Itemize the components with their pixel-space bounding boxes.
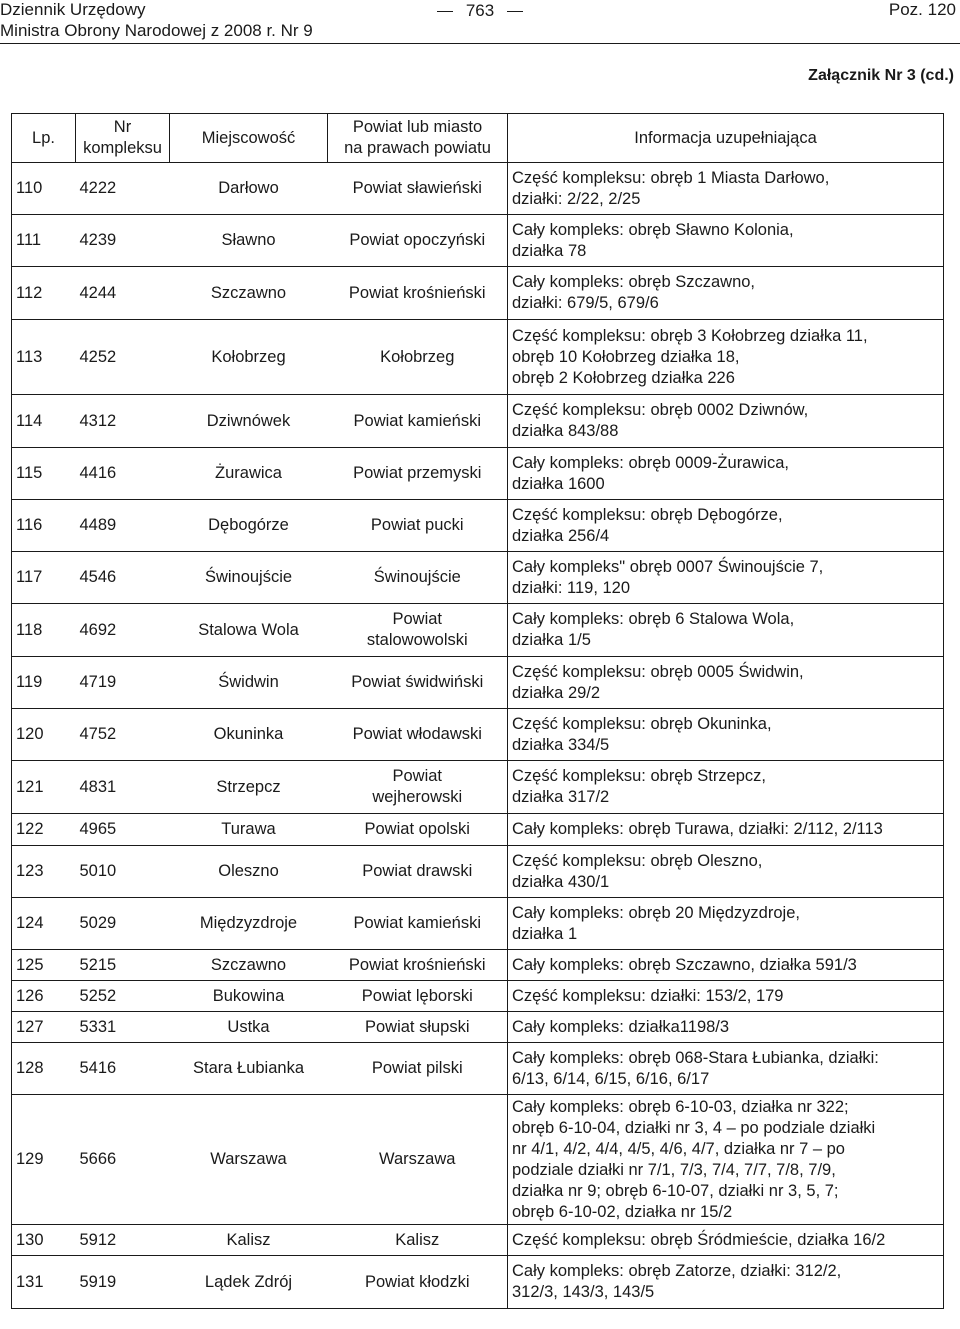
cell-district: Kołobrzeg bbox=[328, 320, 508, 395]
cell-complex-number: 4692 bbox=[76, 604, 170, 657]
cell-complex-number: 5416 bbox=[76, 1043, 170, 1095]
cell-info: Cały kompleks: obręb 6 Stalowa Wola, działka 1/5 bbox=[508, 604, 944, 657]
table-row bbox=[12, 1256, 944, 1309]
complexes-table bbox=[11, 113, 944, 1309]
cell-complex-number: 4244 bbox=[76, 267, 170, 320]
cell-info: Cały kompleks: obręb Szczawno, działki: 679/5, 679/6 bbox=[508, 267, 944, 320]
cell-lp: 111 bbox=[12, 215, 76, 267]
cell-locality: Darłowo bbox=[170, 163, 328, 215]
cell-district: Powiat kłodzki bbox=[328, 1256, 508, 1309]
cell-district: Powiat sławieński bbox=[328, 163, 508, 215]
cell-district: Powiat opoczyński bbox=[328, 215, 508, 267]
cell-complex-number: 5666 bbox=[76, 1095, 170, 1225]
cell-locality: Stalowa Wola bbox=[170, 604, 328, 657]
cell-complex-number: 4965 bbox=[76, 814, 170, 846]
cell-locality: Kołobrzeg bbox=[170, 320, 328, 395]
cell-complex-number: 4831 bbox=[76, 761, 170, 814]
table-row bbox=[12, 950, 944, 981]
cell-lp: 123 bbox=[12, 846, 76, 898]
cell-complex-number: 4222 bbox=[76, 163, 170, 215]
cell-district: Powiat pilski bbox=[328, 1043, 508, 1095]
cell-locality: Szczawno bbox=[170, 950, 328, 981]
cell-lp: 121 bbox=[12, 761, 76, 814]
publication-title: Dziennik Urzędowy bbox=[0, 0, 146, 19]
cell-complex-number: 4312 bbox=[76, 395, 170, 448]
cell-district: Powiat wejherowski bbox=[328, 761, 508, 814]
cell-district: Warszawa bbox=[328, 1095, 508, 1225]
cell-locality: Turawa bbox=[170, 814, 328, 846]
cell-info: Cały kompleks: obręb Zatorze, działki: 312/2, 312/3, 143/3, 143/5 bbox=[508, 1256, 944, 1309]
cell-locality: Ustka bbox=[170, 1012, 328, 1043]
table-row bbox=[12, 163, 944, 215]
cell-info: Część kompleksu: obręb Oleszno, działka 430/1 bbox=[508, 846, 944, 898]
cell-complex-number: 5029 bbox=[76, 898, 170, 950]
cell-locality: Szczawno bbox=[170, 267, 328, 320]
cell-lp: 110 bbox=[12, 163, 76, 215]
cell-complex-number: 4546 bbox=[76, 552, 170, 604]
cell-complex-number: 5252 bbox=[76, 981, 170, 1012]
cell-lp: 118 bbox=[12, 604, 76, 657]
cell-info: Cały kompleks: obręb Turawa, działki: 2/112, 2/113 bbox=[508, 814, 944, 846]
cell-info: Cały kompleks: obręb 068-Stara Łubianka, działki: 6/13, 6/14, 6/15, 6/16, 6/17 bbox=[508, 1043, 944, 1095]
column-header-lp: Lp. bbox=[12, 114, 76, 163]
cell-complex-number: 4239 bbox=[76, 215, 170, 267]
cell-district: Powiat kamieński bbox=[328, 898, 508, 950]
page-number: 763 bbox=[437, 0, 523, 22]
table-row bbox=[12, 604, 944, 657]
cell-lp: 113 bbox=[12, 320, 76, 395]
table-row bbox=[12, 1043, 944, 1095]
cell-district: Świnoujście bbox=[328, 552, 508, 604]
cell-lp: 115 bbox=[12, 448, 76, 500]
cell-lp: 131 bbox=[12, 1256, 76, 1309]
cell-locality: Świdwin bbox=[170, 657, 328, 709]
cell-lp: 114 bbox=[12, 395, 76, 448]
table-row bbox=[12, 448, 944, 500]
cell-lp: 116 bbox=[12, 500, 76, 552]
table-row bbox=[12, 761, 944, 814]
cell-info: Cały kompleks" obręb 0007 Świnoujście 7, działki: 119, 120 bbox=[508, 552, 944, 604]
cell-complex-number: 4752 bbox=[76, 709, 170, 761]
cell-info: Część kompleksu: obręb 1 Miasta Darłowo, działki: 2/22, 2/25 bbox=[508, 163, 944, 215]
table-row bbox=[12, 1095, 944, 1225]
cell-locality: Strzepcz bbox=[170, 761, 328, 814]
table-row bbox=[12, 981, 944, 1012]
table-header-row bbox=[12, 114, 944, 163]
cell-complex-number: 5919 bbox=[76, 1256, 170, 1309]
table-row bbox=[12, 846, 944, 898]
column-header-nr: Nr kompleksu bbox=[76, 114, 170, 163]
cell-locality: Oleszno bbox=[170, 846, 328, 898]
cell-district: Powiat kamieński bbox=[328, 395, 508, 448]
cell-info: Cały kompleks: obręb Sławno Kolonia, działka 78 bbox=[508, 215, 944, 267]
cell-lp: 127 bbox=[12, 1012, 76, 1043]
cell-info: Cały kompleks: obręb Szczawno, działka 591/3 bbox=[508, 950, 944, 981]
cell-complex-number: 4719 bbox=[76, 657, 170, 709]
cell-lp: 119 bbox=[12, 657, 76, 709]
cell-locality: Sławno bbox=[170, 215, 328, 267]
annex-label: Załącznik Nr 3 (cd.) bbox=[808, 67, 954, 84]
table-row bbox=[12, 657, 944, 709]
table-row bbox=[12, 1225, 944, 1256]
cell-lp: 120 bbox=[12, 709, 76, 761]
cell-info: Cały kompleks: obręb 6-10-03, działka nr 322; obręb 6-10-04, działki nr 3, 4 – po podziale działki nr 4/1, 4/2, 4/4, 4/5, 4/6, 4/7, działka nr 7 – po podziale działki nr 7/1, 7/3, 7/4, 7/7, 7/8, 7/9, działka nr 9; obręb 6-10-07, działki nr 3, 5, 7; obręb 6-10-02, działka nr 15/2 bbox=[508, 1095, 944, 1225]
cell-complex-number: 4489 bbox=[76, 500, 170, 552]
table-row bbox=[12, 320, 944, 395]
table-row bbox=[12, 267, 944, 320]
cell-lp: 117 bbox=[12, 552, 76, 604]
cell-info: Część kompleksu: obręb Śródmieście, działka 16/2 bbox=[508, 1225, 944, 1256]
cell-complex-number: 5912 bbox=[76, 1225, 170, 1256]
cell-district: Powiat krośnieński bbox=[328, 950, 508, 981]
table-row bbox=[12, 814, 944, 846]
cell-locality: Okuninka bbox=[170, 709, 328, 761]
cell-district: Powiat świdwiński bbox=[328, 657, 508, 709]
column-header-powiat: Powiat lub miasto na prawach powiatu bbox=[328, 114, 508, 163]
cell-info: Część kompleksu: obręb 0002 Dziwnów, działka 843/88 bbox=[508, 395, 944, 448]
cell-info: Cały kompleks: obręb 0009-Żurawica, działka 1600 bbox=[508, 448, 944, 500]
cell-district: Powiat stalowowolski bbox=[328, 604, 508, 657]
cell-info: Część kompleksu: obręb 3 Kołobrzeg działka 11, obręb 10 Kołobrzeg działka 18, obręb 2 Kołobrzeg działka 226 bbox=[508, 320, 944, 395]
cell-district: Powiat słupski bbox=[328, 1012, 508, 1043]
cell-lp: 112 bbox=[12, 267, 76, 320]
cell-lp: 122 bbox=[12, 814, 76, 846]
cell-locality: Dziwnówek bbox=[170, 395, 328, 448]
table-row bbox=[12, 552, 944, 604]
cell-lp: 128 bbox=[12, 1043, 76, 1095]
cell-complex-number: 5215 bbox=[76, 950, 170, 981]
cell-district: Kalisz bbox=[328, 1225, 508, 1256]
cell-info: Część kompleksu: działki: 153/2, 179 bbox=[508, 981, 944, 1012]
cell-district: Powiat przemyski bbox=[328, 448, 508, 500]
cell-lp: 125 bbox=[12, 950, 76, 981]
cell-locality: Żurawica bbox=[170, 448, 328, 500]
cell-locality: Kalisz bbox=[170, 1225, 328, 1256]
cell-district: Powiat lęborski bbox=[328, 981, 508, 1012]
cell-info: Część kompleksu: obręb Okuninka, działka 334/5 bbox=[508, 709, 944, 761]
table-row bbox=[12, 898, 944, 950]
cell-locality: Bukowina bbox=[170, 981, 328, 1012]
cell-locality: Stara Łubianka bbox=[170, 1043, 328, 1095]
cell-locality: Warszawa bbox=[170, 1095, 328, 1225]
cell-lp: 126 bbox=[12, 981, 76, 1012]
cell-lp: 129 bbox=[12, 1095, 76, 1225]
position-number: Poz. 120 bbox=[888, 0, 956, 19]
cell-complex-number: 5010 bbox=[76, 846, 170, 898]
cell-district: Powiat drawski bbox=[328, 846, 508, 898]
cell-info: Część kompleksu: obręb 0005 Świdwin, działka 29/2 bbox=[508, 657, 944, 709]
cell-locality: Dębogórze bbox=[170, 500, 328, 552]
cell-district: Powiat opolski bbox=[328, 814, 508, 846]
column-header-info: Informacja uzupełniająca bbox=[508, 114, 944, 163]
cell-district: Powiat krośnieński bbox=[328, 267, 508, 320]
table-row bbox=[12, 709, 944, 761]
table-row bbox=[12, 215, 944, 267]
column-header-miejscowosc: Miejscowość bbox=[170, 114, 328, 163]
cell-locality: Lądek Zdrój bbox=[170, 1256, 328, 1309]
cell-complex-number: 4252 bbox=[76, 320, 170, 395]
cell-complex-number: 4416 bbox=[76, 448, 170, 500]
cell-info: Część kompleksu: obręb Strzepcz, działka 317/2 bbox=[508, 761, 944, 814]
table-row bbox=[12, 1012, 944, 1043]
cell-info: Cały kompleks: obręb 20 Międzyzdroje, działka 1 bbox=[508, 898, 944, 950]
cell-info: Część kompleksu: obręb Dębogórze, działka 256/4 bbox=[508, 500, 944, 552]
cell-info: Cały kompleks: działka1198/3 bbox=[508, 1012, 944, 1043]
table-row bbox=[12, 500, 944, 552]
cell-complex-number: 5331 bbox=[76, 1012, 170, 1043]
cell-lp: 124 bbox=[12, 898, 76, 950]
cell-lp: 130 bbox=[12, 1225, 76, 1256]
cell-district: Powiat pucki bbox=[328, 500, 508, 552]
table-row bbox=[12, 395, 944, 448]
cell-district: Powiat włodawski bbox=[328, 709, 508, 761]
cell-locality: Świnoujście bbox=[170, 552, 328, 604]
header-rule bbox=[0, 43, 960, 44]
ministry-line: Ministra Obrony Narodowej z 2008 r. Nr 9 bbox=[0, 21, 313, 40]
cell-locality: Międzyzdroje bbox=[170, 898, 328, 950]
